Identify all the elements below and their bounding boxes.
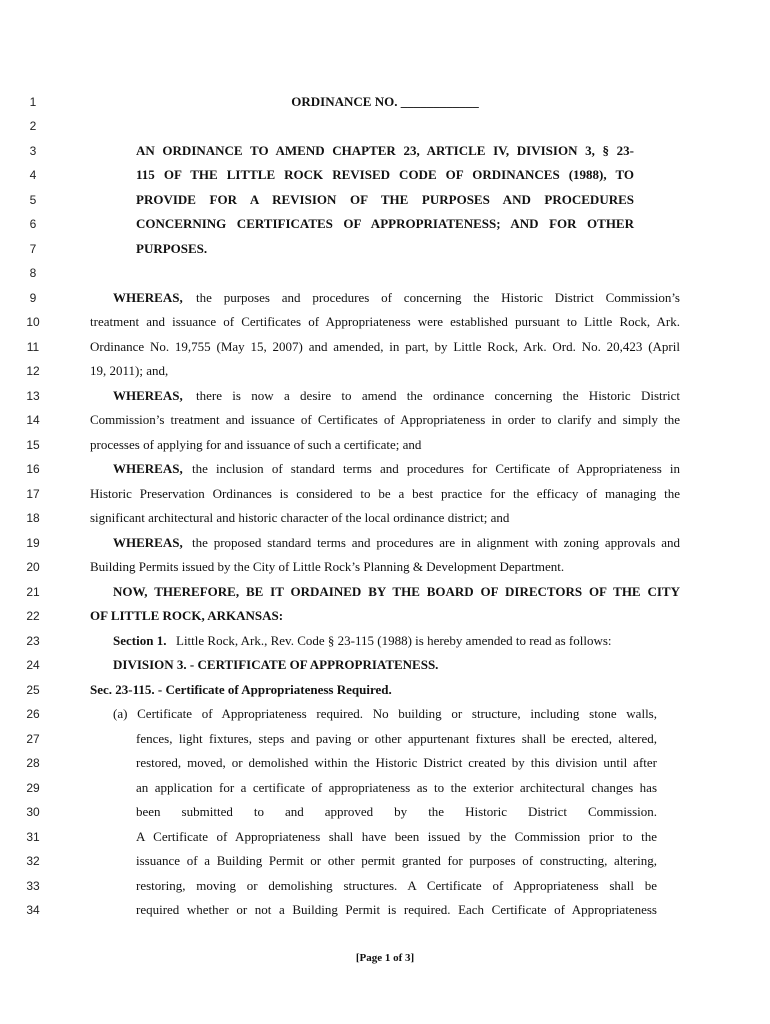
line-number: 17 — [26, 487, 40, 501]
section-lead: Section 1. — [113, 633, 167, 648]
para-a-line: restored, moved, or demolished within the Historic District created by this division until after — [136, 755, 657, 770]
heading-line: PURPOSES. — [136, 241, 208, 256]
line-number: 19 — [26, 536, 40, 550]
line-number: 3 — [29, 144, 37, 158]
whereas-text: there is now a desire to amend the ordinance concerning the Historic District — [196, 388, 680, 403]
whereas-text: Building Permits issued by the City of Little Rock’s Planning & Development Department. — [90, 559, 565, 574]
page-footer: [Page 1 of 3] — [355, 952, 415, 964]
para-a-line: been submitted to and approved by the Historic District Commission. — [136, 804, 657, 819]
section-text: Little Rock, Ark., Rev. Code § 23-115 (1988) is hereby amended to read as follows: — [176, 633, 612, 648]
line-number: 5 — [29, 193, 37, 207]
whereas-lead: WHEREAS, — [113, 461, 183, 476]
line-number: 16 — [26, 462, 40, 476]
division-heading: DIVISION 3. - CERTIFICATE OF APPROPRIATENESS. — [113, 657, 439, 672]
line-number: 27 — [26, 732, 40, 746]
line-number: 33 — [26, 879, 40, 893]
whereas-text: 19, 2011); and, — [90, 363, 169, 378]
page-title: ORDINANCE NO. ____________ — [291, 94, 479, 109]
line-number: 30 — [26, 805, 40, 819]
line-number: 11 — [26, 340, 40, 354]
now-therefore-line: OF LITTLE ROCK, ARKANSAS: — [90, 608, 284, 623]
heading-line: AN ORDINANCE TO AMEND CHAPTER 23, ARTICLE IV, DIVISION 3, § 23- — [136, 143, 634, 158]
whereas-lead: WHEREAS, — [113, 290, 183, 305]
line-number: 7 — [29, 242, 37, 256]
whereas-text: Ordinance No. 19,755 (May 15, 2007) and amended, in part, by Little Rock, Ark. Ord. No. 20,423 (April — [90, 339, 680, 354]
line-number: 12 — [26, 364, 40, 378]
para-a-line: restoring, moving or demolishing structures. A Certificate of Appropriateness shall be — [136, 878, 657, 893]
line-number: 21 — [26, 585, 40, 599]
line-number: 26 — [26, 707, 40, 721]
heading-line: PROVIDE FOR A REVISION OF THE PURPOSES AND PROCEDURES — [136, 192, 634, 207]
heading-line: 115 OF THE LITTLE ROCK REVISED CODE OF ORDINANCES (1988), TO — [136, 167, 634, 182]
line-number: 24 — [26, 658, 40, 672]
line-number: 13 — [26, 389, 40, 403]
line-number: 23 — [26, 634, 40, 648]
sec-heading: Sec. 23-115. - Certificate of Appropriateness Required. — [90, 682, 392, 697]
para-a-line: (a) Certificate of Appropriateness required. No building or structure, including stone walls, — [113, 706, 657, 721]
heading-line: CONCERNING CERTIFICATES OF APPROPRIATENESS; AND FOR OTHER — [136, 216, 634, 231]
whereas-text: treatment and issuance of Certificates of Appropriateness were established pursuant to Little Rock, Ark. — [90, 314, 680, 329]
whereas-text: the purposes and procedures of concerning the Historic District Commission’s — [196, 290, 680, 305]
line-number: 31 — [26, 830, 40, 844]
line-number: 25 — [26, 683, 40, 697]
para-a-line: required whether or not a Building Permit is required. Each Certificate of Appropriateness — [136, 902, 657, 917]
line-number: 6 — [29, 217, 37, 231]
line-number: 4 — [29, 168, 37, 182]
line-number: 14 — [26, 413, 40, 427]
line-number: 28 — [26, 756, 40, 770]
line-number: 18 — [26, 511, 40, 525]
line-number: 29 — [26, 781, 40, 795]
whereas-text: processes of applying for and issuance of such a certificate; and — [90, 437, 422, 452]
whereas-lead: WHEREAS, — [113, 535, 183, 550]
line-number: 1 — [29, 95, 37, 109]
whereas-text: significant architectural and historic character of the local ordinance district; and — [90, 510, 510, 525]
line-number: 2 — [29, 119, 37, 133]
line-number: 32 — [26, 854, 40, 868]
whereas-text: Commission’s treatment and issuance of Certificates of Appropriateness in order to clarify and simply the — [90, 412, 680, 427]
whereas-text: the proposed standard terms and procedures are in alignment with zoning approvals and — [192, 535, 680, 550]
now-therefore-line: NOW, THEREFORE, BE IT ORDAINED BY THE BOARD OF DIRECTORS OF THE CITY — [113, 584, 680, 599]
para-a-line: A Certificate of Appropriateness shall have been issued by the Commission prior to the — [136, 829, 657, 844]
para-a-line: fences, light fixtures, steps and paving or other appurtenant fixtures shall be erected, altered, — [136, 731, 657, 746]
line-number: 8 — [29, 266, 37, 280]
para-a-line: an application for a certificate of appropriateness as to the exterior architectural changes has — [136, 780, 657, 795]
line-number: 10 — [26, 315, 40, 329]
line-number: 34 — [26, 903, 40, 917]
line-number: 20 — [26, 560, 40, 574]
whereas-lead: WHEREAS, — [113, 388, 183, 403]
para-a-line: issuance of a Building Permit or other permit granted for purposes of constructing, altering, — [136, 853, 657, 868]
whereas-text: Historic Preservation Ordinances is considered to be a best practice for the efficacy of managing the — [90, 486, 680, 501]
line-number: 22 — [26, 609, 40, 623]
whereas-text: the inclusion of standard terms and procedures for Certificate of Appropriateness in — [192, 461, 680, 476]
line-number: 9 — [29, 291, 37, 305]
line-number: 15 — [26, 438, 40, 452]
